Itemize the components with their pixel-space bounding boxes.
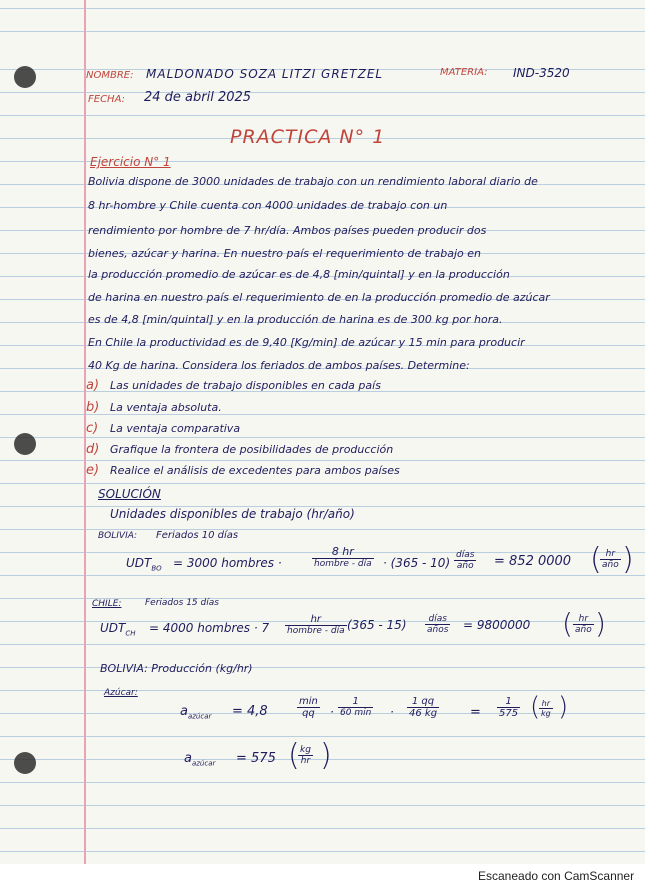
solution-heading: SOLUCIÓN xyxy=(98,487,161,501)
sugar-productivity-symbol: $a_{azúcar}$ xyxy=(184,751,216,768)
question-letter: d) xyxy=(86,442,100,457)
chile-udt-result: = 9800000 xyxy=(463,618,531,632)
bolivia-unit-hr-per-year: hr año xyxy=(602,549,619,570)
statement-line: Bolivia dispone de 3000 unidades de trabajo con un rendimiento laboral diario de xyxy=(88,175,538,188)
bolivia-fraction-hr-per-man-day: 8 hr hombre - día xyxy=(314,545,372,569)
sugar-prod-unit-kg-per-hr: $\frac{kg}{hr}$ xyxy=(300,745,311,766)
chile-days-expression: (365 - 15) xyxy=(347,618,407,632)
fraction-qq-per-46kg: $\frac{1 qq}{46 kg}$ xyxy=(409,696,438,719)
bolivia-unit-close-paren: ) xyxy=(622,542,634,577)
binder-hole xyxy=(14,752,36,774)
statement-line: de harina en nuestro país el requerimiento de en la producción promedio de azúcar xyxy=(88,291,550,304)
question-letter: b) xyxy=(86,400,100,415)
question-text: Grafique la frontera de posibilidades de producción xyxy=(110,443,394,456)
chile-udt-symbol: $UDT_{CH}$ xyxy=(100,621,136,638)
date-value: 24 de abril 2025 xyxy=(144,90,252,105)
sugar-unit-open-paren: ( xyxy=(530,692,541,722)
sugar-label: Azúcar: xyxy=(104,688,138,698)
bolivia-label: BOLIVIA: xyxy=(98,531,138,541)
subject-code: IND-3520 xyxy=(513,66,570,80)
binder-hole xyxy=(14,433,36,455)
statement-line: la producción promedio de azúcar es de 4,8 [min/quintal] y en la producción xyxy=(88,268,510,281)
statement-line: bienes, azúcar y harina. En nuestro país el requerimiento de trabajo en xyxy=(88,247,482,260)
bolivia-udt-result: = 852 0000 xyxy=(494,554,572,569)
bolivia-holidays-note: Feriados 10 días xyxy=(156,530,239,541)
chile-unit-hr-per-year: hr año xyxy=(575,614,592,635)
fraction-min-per-qq: min qq xyxy=(299,696,318,719)
sugar-unit-hr-per-kg: $\frac{hr}{kg}$ xyxy=(541,699,551,718)
production-heading: BOLIVIA: Producción (kg/hr) xyxy=(100,662,253,675)
bolivia-days-expression: · (365 - 10) xyxy=(383,556,451,570)
sugar-requirement-symbol: $a_{azúcar}$ xyxy=(180,704,212,721)
equals-sign: = xyxy=(470,705,481,720)
sugar-prod-unit-open-paren: ( xyxy=(288,738,300,773)
student-name: MALDONADO SOZA LITZI GRETZEL xyxy=(146,67,384,81)
bolivia-unit-open-paren: ( xyxy=(590,542,602,577)
scanner-watermark: Escaneado con CamScanner xyxy=(478,869,635,883)
question-letter: a) xyxy=(86,378,100,393)
bolivia-equation-lhs: = 3000 hombres · xyxy=(173,556,282,570)
date-label: FECHA: xyxy=(88,94,125,105)
binder-hole xyxy=(14,66,36,88)
solution-subheading: Unidades disponibles de trabajo (hr/año) xyxy=(110,507,355,521)
multiply-dot: · xyxy=(330,705,334,719)
bolivia-fraction-days-per-year: días año xyxy=(456,550,475,571)
page-title: PRACTICA N° 1 xyxy=(230,126,386,148)
question-letter: c) xyxy=(86,421,99,436)
statement-line: En Chile la productividad es de 9,40 [Kg/min] de azúcar y 15 min para producir xyxy=(88,336,525,349)
exercise-label: Ejercicio N° 1 xyxy=(90,155,171,169)
subject-label: MATERIA: xyxy=(440,67,488,78)
chile-label: CHILE: xyxy=(92,599,122,609)
fraction-one-per-60min: 1 60 min xyxy=(340,696,372,718)
sugar-prod-unit-close-paren: ) xyxy=(320,738,332,773)
chile-unit-close-paren: ) xyxy=(595,607,606,640)
sugar-unit-close-paren: ) xyxy=(558,692,569,722)
chile-fraction-hr-per-man-day: hr hombre - día xyxy=(287,614,345,636)
name-label: NOMBRE: xyxy=(86,70,134,81)
sugar-productivity-eq: = 575 xyxy=(236,751,276,766)
sugar-requirement-eq: = 4,8 xyxy=(232,704,268,719)
question-text: La ventaja absoluta. xyxy=(110,401,222,414)
question-text: La ventaja comparativa xyxy=(110,422,241,435)
statement-line: 40 Kg de harina. Considera los feriados de ambos países. Determine: xyxy=(88,359,470,372)
multiply-dot: · xyxy=(390,705,394,719)
statement-line: es de 4,8 [min/quintal] y en la producción de harina es de 300 kg por hora. xyxy=(88,313,503,326)
bolivia-udt-symbol: $UDT_{BO}$ xyxy=(126,556,162,573)
question-text: Realice el análisis de excedentes para ambos países xyxy=(110,464,400,477)
statement-line: 8 hr-hombre y Chile cuenta con 4000 unidades de trabajo con un xyxy=(88,199,448,212)
chile-equation-lhs: = 4000 hombres · 7 xyxy=(149,621,270,635)
statement-line: rendimiento por hombre de 7 hr/día. Ambos países pueden producir dos xyxy=(88,224,487,237)
chile-holidays-note: Feriados 15 días xyxy=(145,598,219,608)
question-letter: e) xyxy=(86,463,100,478)
result-fraction-1-over-575: $\frac{1}{575}$ xyxy=(499,696,519,719)
chile-unit-open-paren: ( xyxy=(562,607,573,640)
question-text: Las unidades de trabajo disponibles en cada país xyxy=(110,379,381,392)
chile-fraction-days-per-year: días años xyxy=(427,614,449,635)
